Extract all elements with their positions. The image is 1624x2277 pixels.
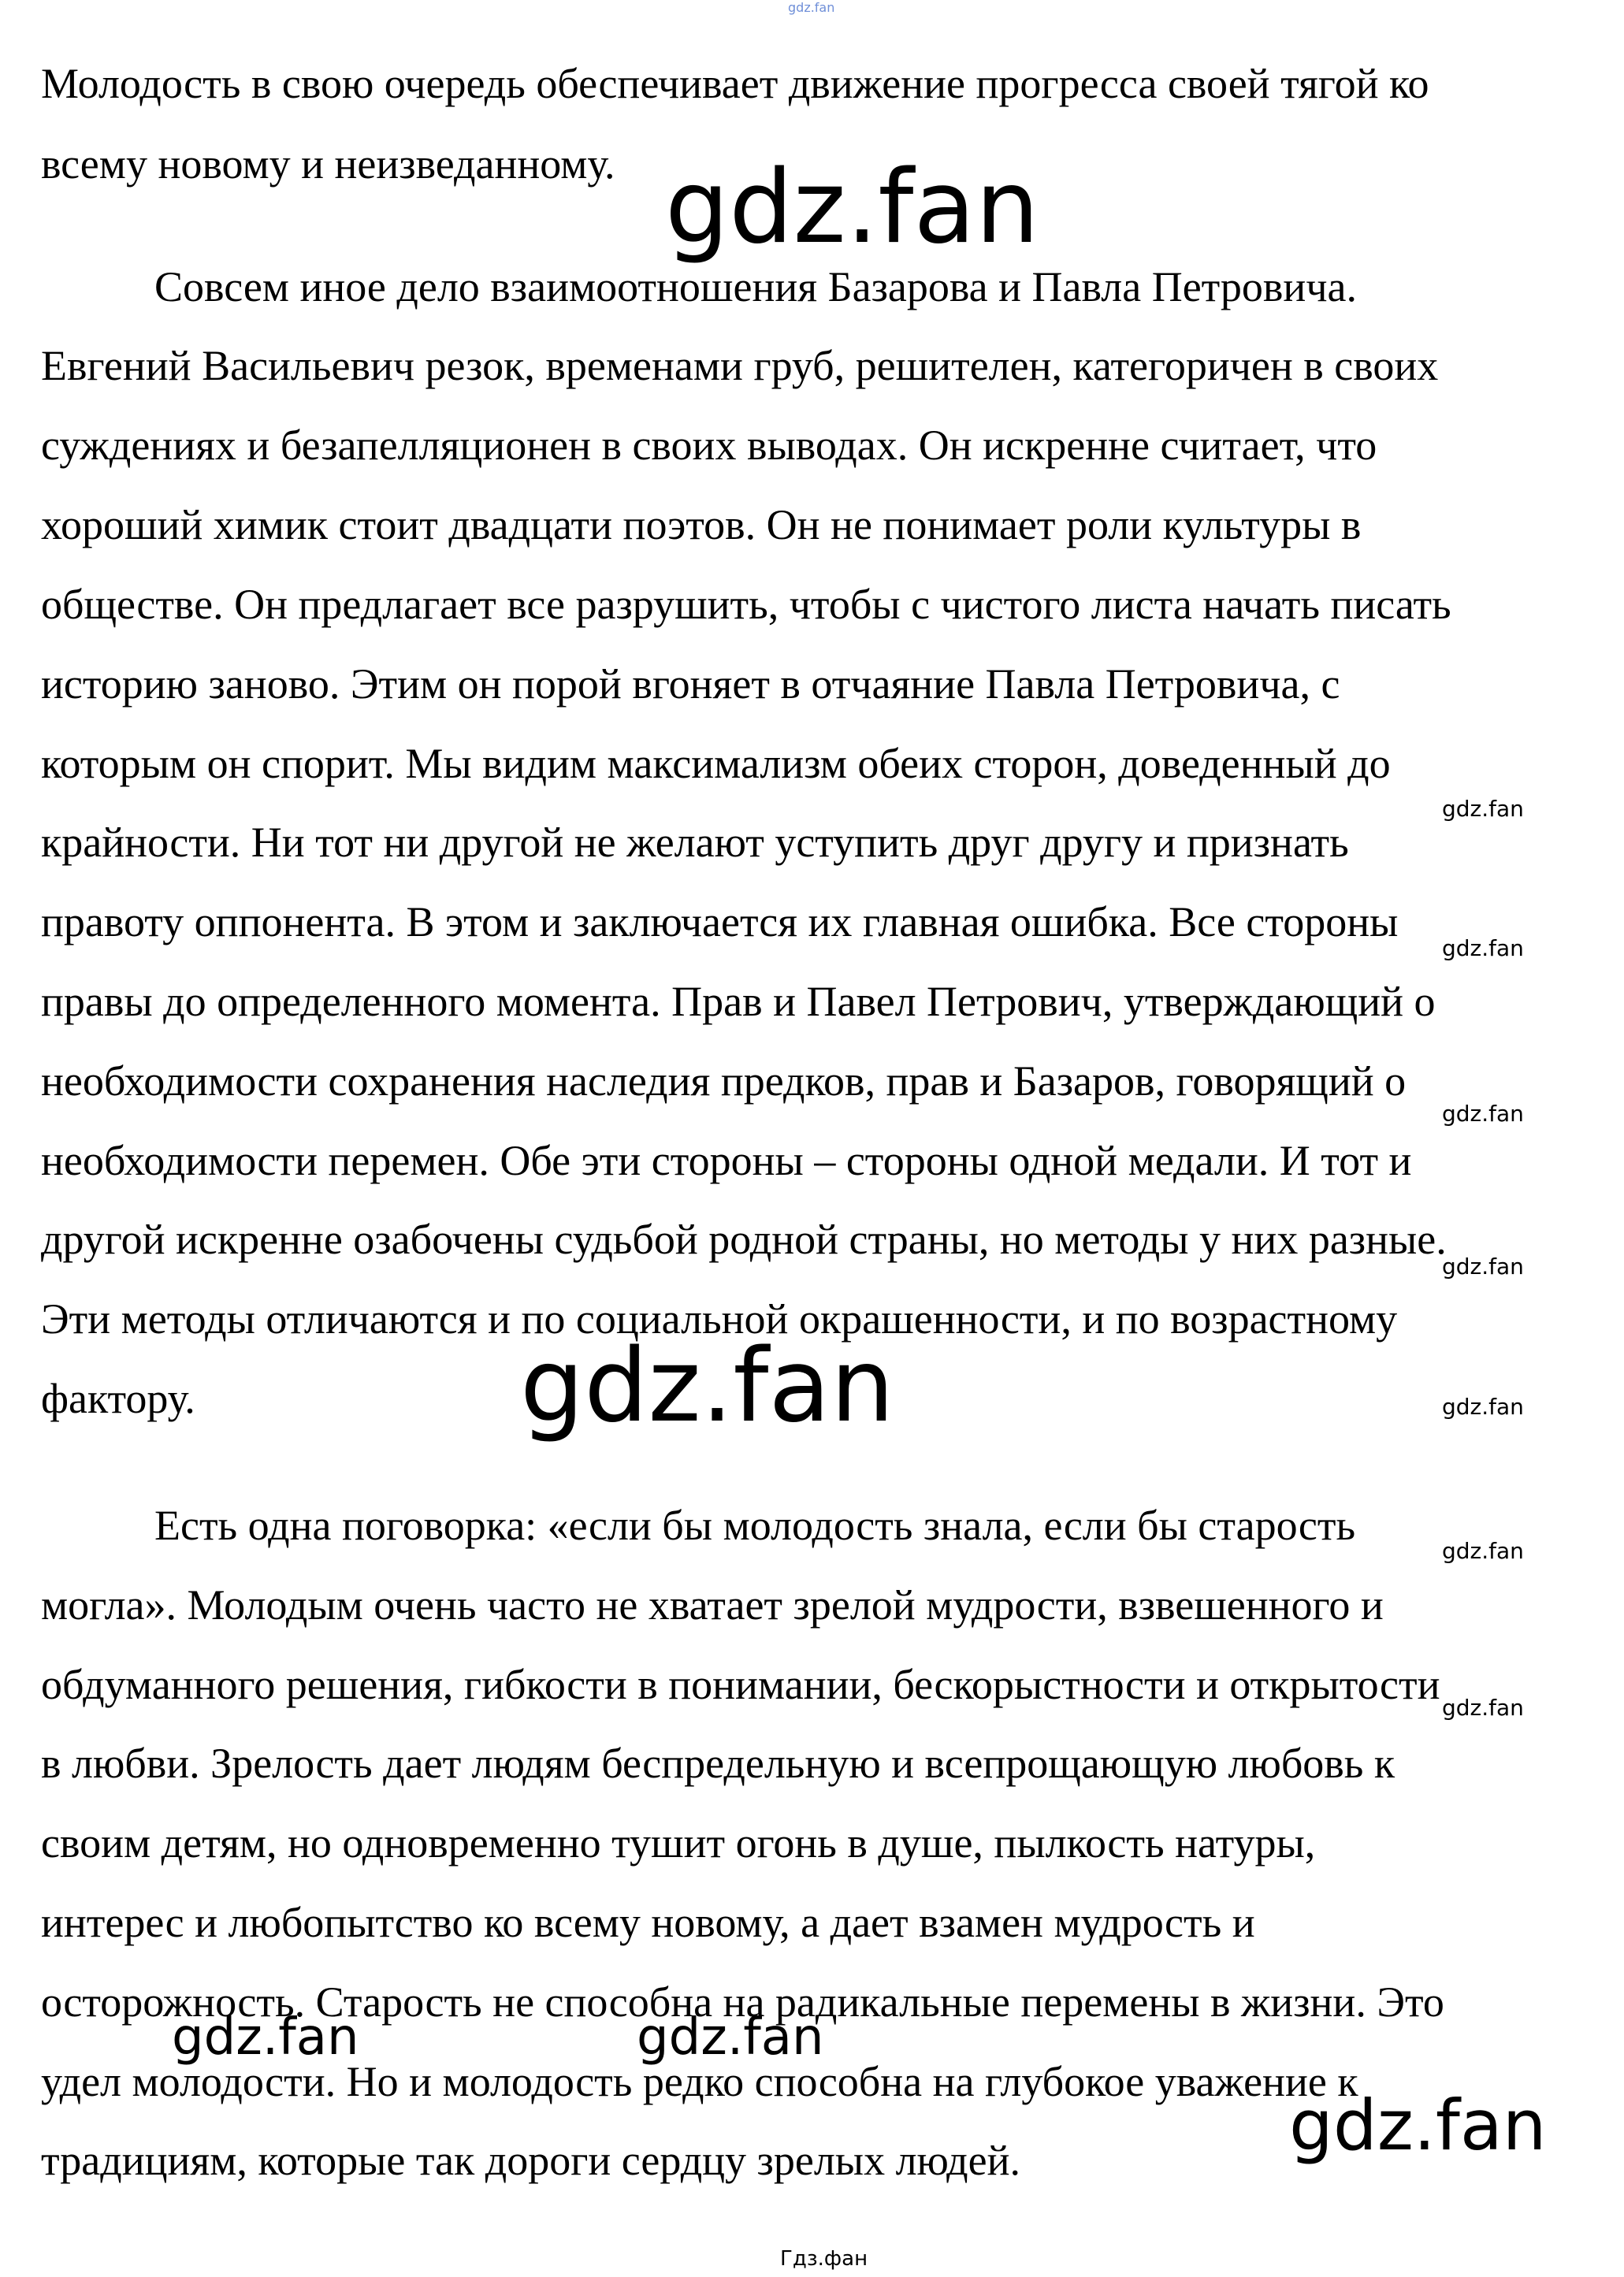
- paragraph-2-line-3: суждениях и безапелляционен в своих выводах. Он искренне считает, что: [41, 422, 1377, 469]
- paragraph-2-line-8: крайности. Ни тот ни другой не желают уступить друг другу и признать: [41, 819, 1349, 866]
- paragraph-2-line-10: правы до определенного момента. Прав и Павел Петрович, утверждающий о: [41, 978, 1436, 1025]
- paragraph-3-line-9: традициям, которые так дороги сердцу зрелых людей.: [41, 2137, 1020, 2184]
- paragraph-2-line-15: фактору.: [41, 1375, 195, 1422]
- watermark-small-1: gdz.fan: [1442, 796, 1524, 822]
- paragraph-2-line-14: Эти методы отличаются и по социальной окрашенности, и по возрастному: [41, 1295, 1398, 1343]
- paragraph-2-line-12: необходимости перемен. Обе эти стороны – стороны одной медали. И тот и: [41, 1137, 1412, 1184]
- watermark-small-7: gdz.fan: [1442, 1695, 1524, 1721]
- paragraph-2-line-11: необходимости сохранения наследия предков, прав и Базаров, говорящий о: [41, 1057, 1407, 1105]
- paragraph-2-line-1: Совсем иное дело взаимоотношения Базарова и Павла Петровича.: [154, 263, 1357, 310]
- paragraph-1-line-2: всему новому и неизведанному.: [41, 140, 615, 188]
- paragraph-3-line-5: своим детям, но одновременно тушит огонь в душе, пылкость натуры,: [41, 1819, 1316, 1867]
- watermark-small-4: gdz.fan: [1442, 1254, 1524, 1280]
- paragraph-2-line-7: которым он спорит. Мы видим максимализм обеих сторон, доведенный до: [41, 740, 1391, 787]
- paragraph-3-line-7: осторожность. Старость не способна на радикальные перемены в жизни. Это: [41, 1978, 1444, 2026]
- watermark-small-3: gdz.fan: [1442, 1101, 1524, 1127]
- paragraph-2-line-6: историю заново. Этим он порой вгоняет в отчаяние Павла Петровича, с: [41, 660, 1340, 708]
- footer-watermark: Гдз.фан: [780, 2247, 868, 2271]
- paragraph-3-line-2: могла». Молодым очень часто не хватает зрелой мудрости, взвешенного и: [41, 1581, 1384, 1629]
- paragraph-2-line-2: Евгений Васильевич резок, временами груб, решителен, категоричен в своих: [41, 342, 1439, 389]
- watermark-medium-2: gdz.fan: [637, 2008, 824, 2067]
- watermark-large-2: gdz.fan: [520, 1328, 894, 1445]
- paragraph-2-line-5: обществе. Он предлагает все разрушить, чтобы с чистого листа начать писать: [41, 581, 1451, 628]
- paragraph-2-line-9: правоту оппонента. В этом и заключается их главная ошибка. Все стороны: [41, 898, 1399, 945]
- paragraph-3-line-4: в любви. Зрелость дает людям беспредельную и всепрощающую любовь к: [41, 1740, 1395, 1787]
- paragraph-3-line-6: интерес и любопытство ко всему новому, а дает взамен мудрость и: [41, 1899, 1255, 1946]
- paragraph-3-line-1: Есть одна поговорка: «если бы молодость знала, если бы старость: [154, 1502, 1356, 1549]
- watermark-small-5: gdz.fan: [1442, 1394, 1524, 1420]
- paragraph-3-line-3: обдуманного решения, гибкости в понимании, бескорыстности и открытости: [41, 1661, 1440, 1708]
- watermark-medium-3: gdz.fan: [1289, 2085, 1547, 2166]
- watermark-large-1: gdz.fan: [665, 149, 1039, 266]
- watermark-small-6: gdz.fan: [1442, 1538, 1524, 1564]
- watermark-small-2: gdz.fan: [1442, 935, 1524, 961]
- paragraph-2-line-4: хороший химик стоит двадцати поэтов. Он не понимает роли культуры в: [41, 501, 1362, 548]
- paragraph-3-line-8: удел молодости. Но и молодость редко способна на глубокое уважение к: [41, 2058, 1358, 2105]
- paragraph-1-line-1: Молодость в свою очередь обеспечивает движение прогресса своей тягой ко: [41, 60, 1429, 107]
- paragraph-2-line-13: другой искренне озабочены судьбой родной страны, но методы у них разные.: [41, 1216, 1447, 1263]
- watermark-medium-1: gdz.fan: [172, 2008, 359, 2067]
- top-watermark: gdz.fan: [788, 0, 835, 15]
